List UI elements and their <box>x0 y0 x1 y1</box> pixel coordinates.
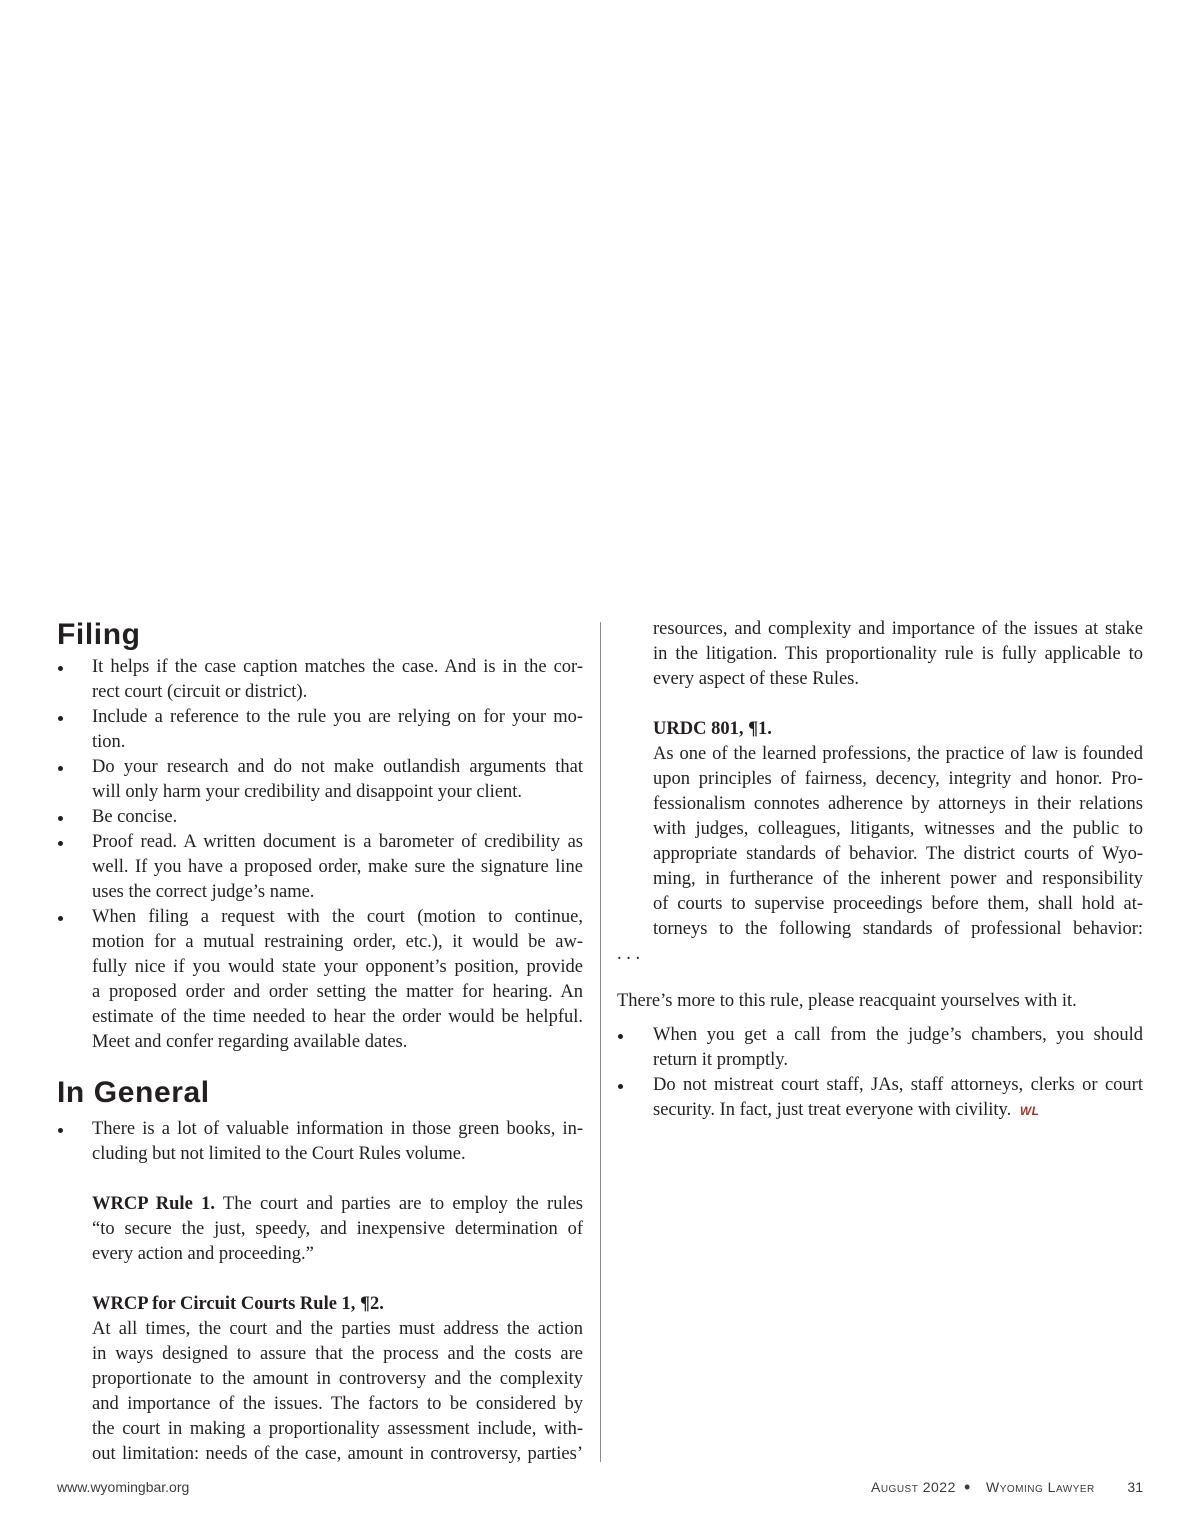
text-line: a proposed order and order setting the matter for hearing. An <box>92 982 583 1002</box>
text-line: return it promptly. <box>653 1050 788 1070</box>
rule-text: The court and parties are to employ the rules <box>222 1194 584 1214</box>
filing-bullet-item <box>57 705 583 755</box>
text-line: every aspect of these Rules. <box>653 669 859 689</box>
filing-bullet-item <box>57 755 583 805</box>
text-line: Proof read. A written document is a barometer of credibility as <box>92 832 583 852</box>
rule-note <box>617 989 1143 1014</box>
quote-ellipsis <box>617 942 697 967</box>
text-line: will only harm your credibility and disappoint your client. <box>92 782 523 802</box>
text-line: resources, and complexity and importance of the issues at stake <box>653 619 1143 639</box>
text-line: ming, in furtherance of the inherent power and responsibility <box>653 869 1143 889</box>
filing-bullet-list <box>57 655 583 1055</box>
in-general-heading: In General <box>57 1076 210 1109</box>
filing-bullet-item <box>57 655 583 705</box>
bullet-icon <box>618 1084 623 1089</box>
text-line: Do your research and do not make outlandish arguments that <box>92 757 583 777</box>
text-line: There’s more to this rule, please reacquaint yourselves with it. <box>617 991 1077 1011</box>
filing-bullet-item <box>57 830 583 905</box>
text-line: upon principles of fairness, decency, integrity and honor. Pro- <box>653 769 1143 789</box>
text-line: the court in making a proportionality assessment include, with- <box>92 1419 583 1439</box>
text-span: security. In fact, just treat everyone with civility. <box>653 1100 1012 1120</box>
text-line: Include a reference to the rule you are relying on for your mo- <box>92 707 583 727</box>
text-line: “to secure the just, speedy, and inexpensive determination of <box>92 1219 583 1239</box>
end-mark-logo: WL <box>1019 1104 1040 1118</box>
text-line: proportionate to the amount in controversy and the complexity <box>92 1369 583 1389</box>
text-line: When filing a request with the court (motion to continue, <box>92 907 583 927</box>
paragraph-spacer <box>57 1167 583 1192</box>
footer-url: www.wyomingbar.org <box>57 1479 190 1495</box>
text-line: When you get a call from the judge’s chambers, you should <box>653 1025 1143 1045</box>
bullet-icon <box>58 916 63 921</box>
bullet-icon <box>58 716 63 721</box>
in-general-bullet-item <box>57 1117 583 1167</box>
text-line: well. If you have a proposed order, make sure the signature line <box>92 857 583 877</box>
text-line: with judges, colleagues, litigants, witnesses and the public to <box>653 819 1143 839</box>
text-line: fully nice if you would state your opponent’s position, provide <box>92 957 583 977</box>
bullet-icon <box>58 816 63 821</box>
text-line: in ways designed to assure that the process and the costs are <box>92 1344 583 1364</box>
text-line: fessionalism connotes adherence by attorneys in their relations <box>653 794 1143 814</box>
rule-quote-wrcp-circuit <box>57 1292 583 1467</box>
rule-quote-wrcp-1 <box>57 1192 583 1267</box>
paragraph-spacer <box>57 1267 583 1292</box>
bullet-icon <box>618 1034 623 1039</box>
text-line: Do not mistreat court staff, JAs, staff attorneys, clerks or court <box>653 1075 1143 1095</box>
text-line: As one of the learned professions, the practice of law is founded <box>653 744 1143 764</box>
text-line: Meet and confer regarding available dates. <box>92 1032 408 1052</box>
bullet-icon <box>58 766 63 771</box>
filing-bullet-item <box>57 805 583 830</box>
right-bullet-list <box>617 1023 1143 1123</box>
text-line: Be concise. <box>92 807 178 827</box>
in-general-section <box>57 1117 583 1467</box>
rule-label: WRCP for Circuit Courts Rule 1, ¶2. <box>92 1294 384 1314</box>
footer-separator-dot: • <box>964 1477 971 1497</box>
footer-issue-date: August 2022 <box>871 1479 956 1495</box>
text-line <box>92 1192 583 1217</box>
text-line: torneys to the following standards of professional behavior: <box>653 919 1143 939</box>
bullet-icon <box>58 841 63 846</box>
rule-label: URDC 801, ¶1. <box>653 719 772 739</box>
text-line: estimate of the time needed to hear the order would be helpful. <box>92 1007 583 1027</box>
text-line <box>653 1098 1143 1123</box>
footer-publication-name: Wyoming Lawyer <box>986 1479 1095 1495</box>
rule-quote-continuation <box>653 617 1143 942</box>
text-line: and importance of the issues. The factors to be considered by <box>92 1394 583 1414</box>
right-bullet-item <box>617 1023 1143 1073</box>
filing-heading: Filing <box>57 618 141 651</box>
text-line: cluding but not limited to the Court Rules volume. <box>92 1144 466 1164</box>
text-line: At all times, the court and the parties must address the action <box>92 1319 583 1339</box>
filing-bullet-item <box>57 905 583 1055</box>
text-line: out limitation: needs of the case, amount in controversy, parties’ <box>92 1444 583 1464</box>
footer-page-number: 31 <box>1127 1479 1143 1495</box>
bullet-icon <box>58 1128 63 1133</box>
rule-label: WRCP Rule 1. <box>92 1194 215 1214</box>
text-line: . . . <box>617 944 641 964</box>
text-line: motion for a mutual restraining order, etc.), it would be aw- <box>92 932 583 952</box>
text-line: of courts to supervise proceedings before them, shall hold at- <box>653 894 1143 914</box>
text-line: There is a lot of valuable information in those green books, in- <box>92 1119 583 1139</box>
text-line: tion. <box>92 732 126 752</box>
column-divider <box>600 622 601 1462</box>
paragraph-spacer <box>653 692 1143 717</box>
text-line: every action and proceeding.” <box>92 1244 314 1264</box>
text-line: rect court (circuit or district). <box>92 682 308 702</box>
text-line: in the litigation. This proportionality rule is fully applicable to <box>653 644 1143 664</box>
text-line: uses the correct judge’s name. <box>92 882 315 902</box>
bullet-icon <box>58 666 63 671</box>
right-bullet-item <box>617 1073 1143 1123</box>
text-line: It helps if the case caption matches the case. And is in the cor- <box>92 657 583 677</box>
text-line: appropriate standards of behavior. The district courts of Wyo- <box>653 844 1143 864</box>
